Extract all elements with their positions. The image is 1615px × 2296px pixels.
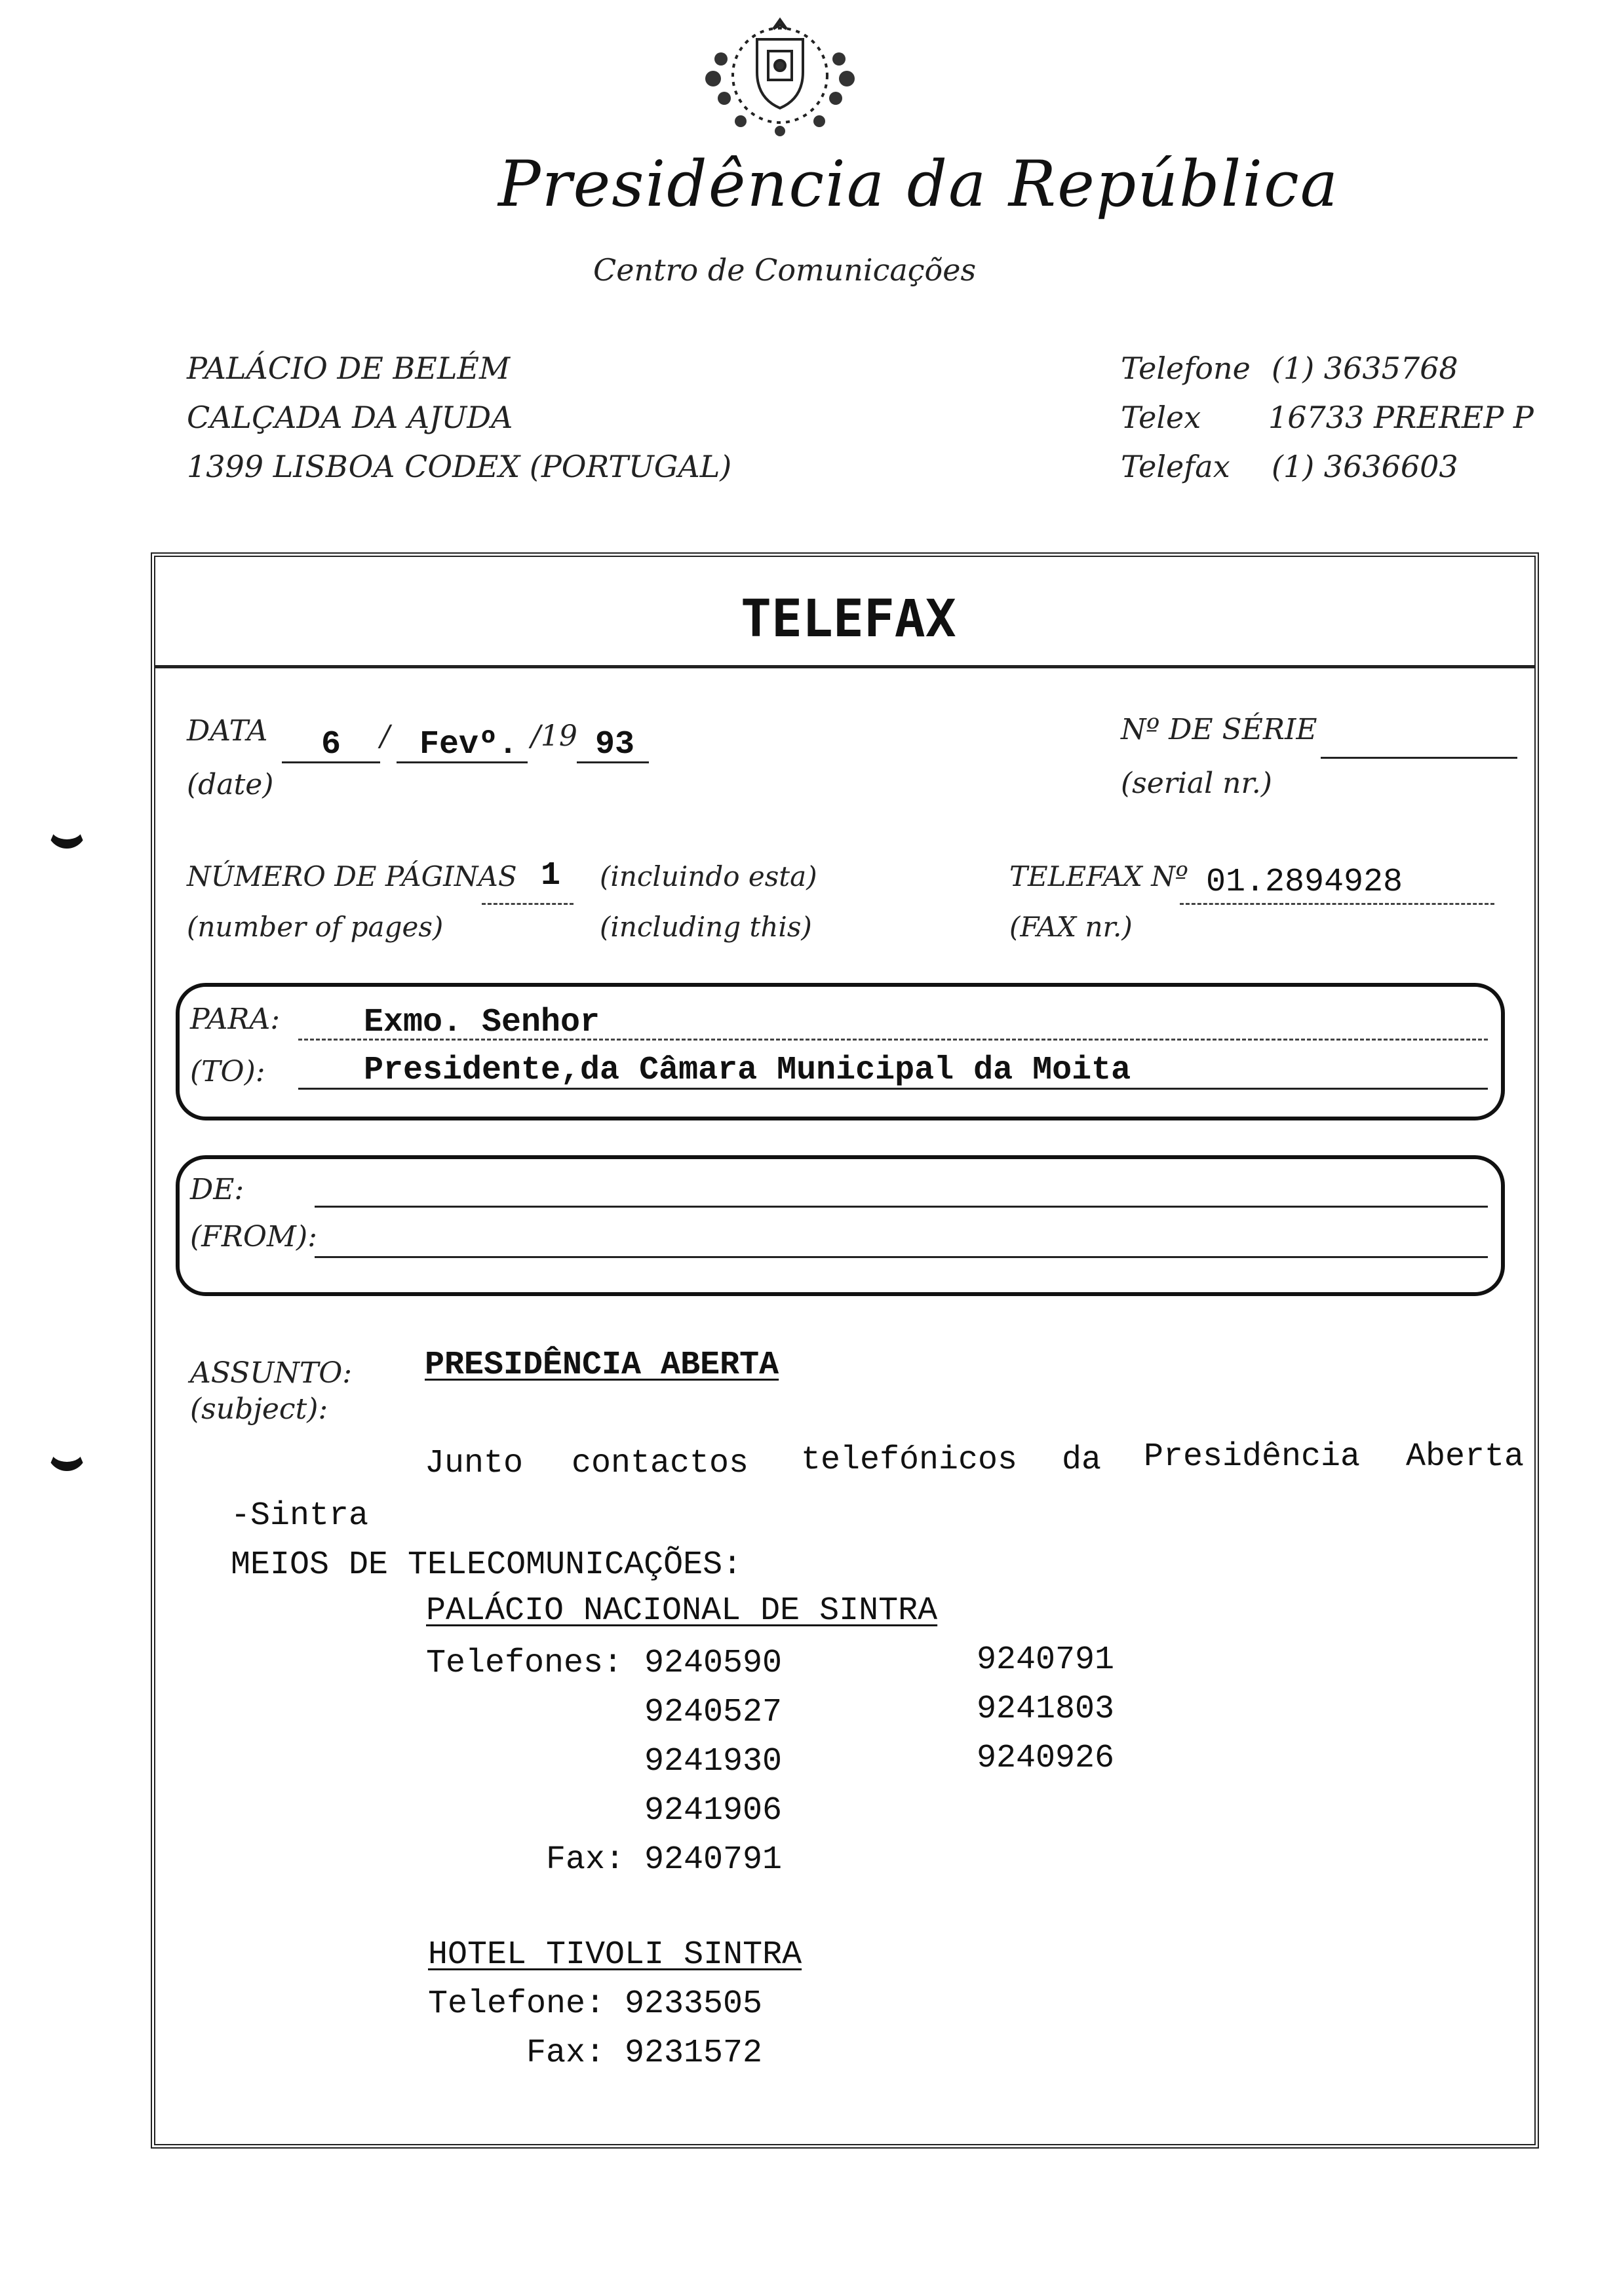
to-label: PARA: (190, 1003, 281, 1036)
subject-value: PRESIDÊNCIA ABERTA (425, 1347, 779, 1384)
date-label-en: (date) (187, 768, 274, 801)
hotel-name: HOTEL TIVOLI SINTRA (428, 1936, 802, 1974)
address-line-1: PALÁCIO DE BELÉM (187, 351, 511, 386)
date-month-line (397, 761, 528, 763)
date-day-line (282, 761, 380, 763)
hotel-phone-label: Telefone: (428, 1985, 606, 2023)
sender-line-1-rule (315, 1206, 1488, 1208)
institution-name: Presidência da República (498, 147, 1340, 221)
from-label-en: (FROM): (190, 1220, 317, 1253)
pages-note: (incluindo esta) (600, 860, 817, 892)
palacio-phones-label: Telefones: (426, 1645, 623, 1682)
punch-mark-top (47, 809, 87, 849)
form-title: TELEFAX (741, 590, 956, 649)
serial-label: Nº DE SÉRIE (1121, 713, 1317, 746)
hotel-phone-value: 9233505 (625, 1985, 763, 2023)
telefax-label: Telefax (1121, 449, 1230, 484)
intro-word-2: contactos (572, 1445, 749, 1482)
pages-label: NÚMERO DE PÁGINAS (187, 860, 517, 892)
address-line-3: 1399 LISBOA CODEX (PORTUGAL) (187, 449, 732, 484)
telecom-section-title: MEIOS DE TELECOMUNICAÇÕES: (231, 1546, 743, 1584)
telefax-value: (1) 3636603 (1272, 449, 1458, 484)
intro-word-1: Junto (425, 1445, 524, 1482)
from-label: DE: (190, 1173, 244, 1206)
telex-value: 16733 PREREP P (1268, 400, 1534, 435)
date-year: 93 (595, 726, 635, 763)
date-label: DATA (187, 714, 268, 748)
palacio-phone: 9241930 (644, 1743, 783, 1780)
title-divider (155, 665, 1535, 668)
to-label-en: (TO): (190, 1055, 265, 1088)
pages-value-line (482, 903, 574, 905)
telefone-label: Telefone (1121, 351, 1251, 386)
sender-box (176, 1155, 1505, 1296)
pages-label-en: (number of pages) (187, 911, 444, 943)
department-name: Centro de Comunicações (593, 252, 977, 288)
intro-word-4: da (1062, 1442, 1102, 1479)
intro-word-5: Presidência (1144, 1438, 1361, 1476)
recipient-line-2: Presidente,da Câmara Municipal da Moita (364, 1052, 1131, 1089)
subject-label-en: (subject): (190, 1392, 328, 1426)
palacio-phone: 9241803 (977, 1691, 1115, 1728)
palacio-phone: 9240590 (644, 1645, 783, 1682)
fax-number-value: 01.2894928 (1206, 864, 1403, 901)
date-year-prefix: /19 (531, 719, 577, 753)
date-year-line (577, 761, 649, 763)
palacio-fax-label: Fax: (546, 1841, 625, 1879)
intro-word-3: telefónicos (801, 1442, 1018, 1479)
date-day: 6 (321, 726, 341, 763)
date-month: Fevº. (419, 726, 518, 763)
address-line-2: CALÇADA DA AJUDA (187, 400, 513, 435)
pages-note-en: (including this) (600, 911, 812, 943)
serial-number-line (1321, 757, 1517, 759)
palacio-phone: 9240791 (977, 1641, 1115, 1679)
palacio-phone: 9240926 (977, 1740, 1115, 1777)
hotel-fax-label: Fax: (526, 2035, 606, 2072)
fax-label: TELEFAX Nº (1009, 860, 1188, 892)
palacio-fax-value: 9240791 (644, 1841, 783, 1879)
recipient-line-1-rule (298, 1039, 1488, 1041)
serial-label-en: (serial nr.) (1121, 767, 1272, 800)
palacio-phone: 9240527 (644, 1694, 783, 1731)
fax-number-line (1180, 903, 1494, 905)
fax-label-en: (FAX nr.) (1009, 911, 1133, 943)
punch-mark-bottom (47, 1432, 87, 1471)
pages-value: 1 (541, 857, 561, 894)
palacio-phone: 9241906 (644, 1792, 783, 1829)
hotel-fax-value: 9231572 (625, 2035, 763, 2072)
coat-of-arms-icon (695, 13, 865, 144)
subject-label: ASSUNTO: (190, 1356, 353, 1390)
telefax-form-frame (151, 552, 1539, 2149)
recipient-line-2-rule (298, 1088, 1488, 1090)
palacio-name: PALÁCIO NACIONAL DE SINTRA (426, 1592, 938, 1630)
intro-word-6: Aberta (1406, 1438, 1525, 1476)
telefone-value: (1) 3635768 (1272, 351, 1458, 386)
sender-line-2-rule (315, 1256, 1488, 1258)
telex-label: Telex (1121, 400, 1201, 435)
intro-continuation: -Sintra (231, 1497, 369, 1535)
recipient-line-1: Exmo. Senhor (364, 1004, 600, 1041)
date-sep: / (380, 719, 390, 753)
